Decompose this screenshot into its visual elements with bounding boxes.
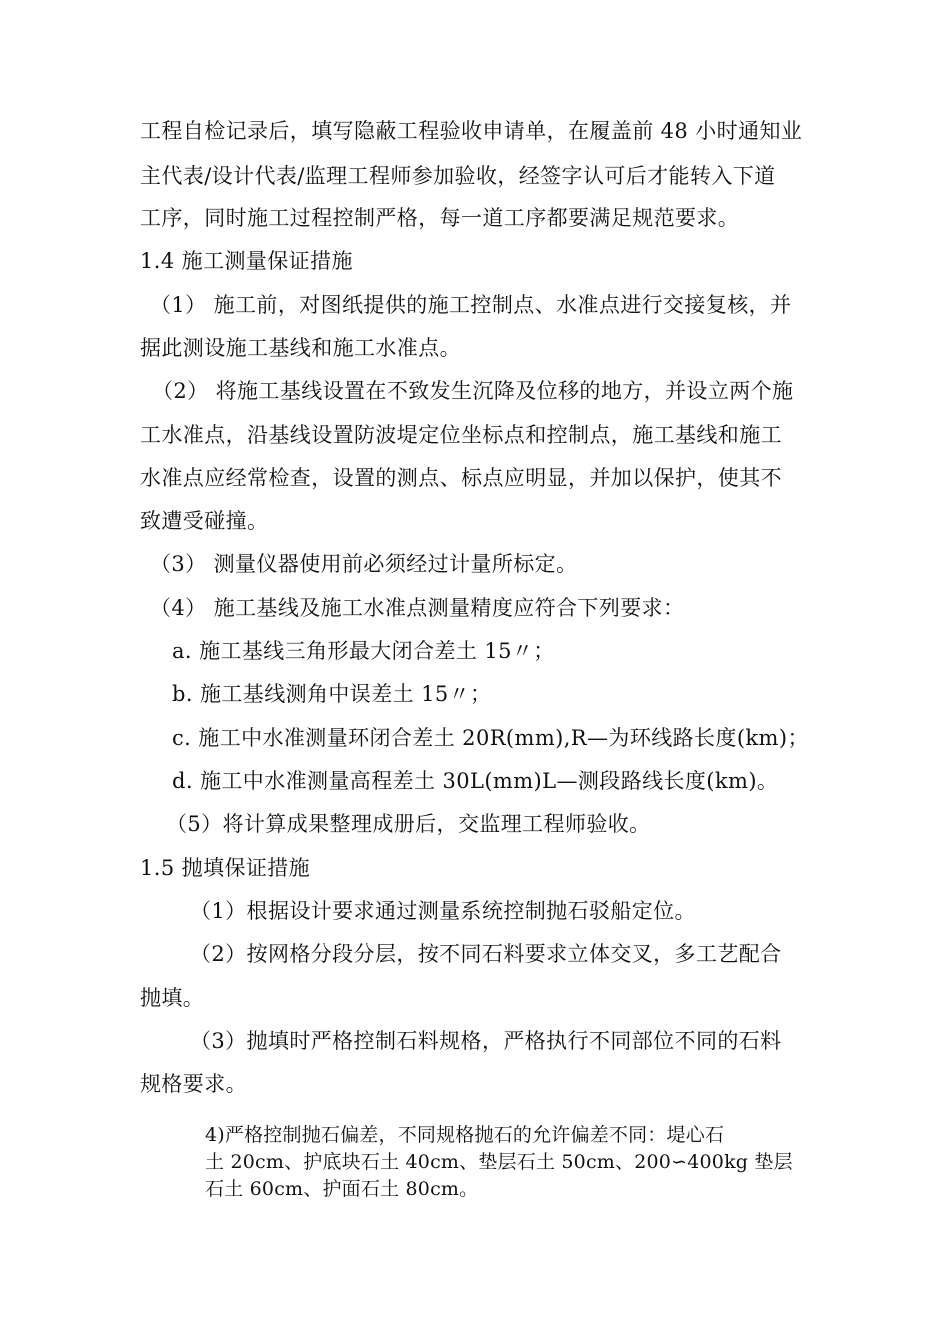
list-item-continuation: 规格要求。 [140,1072,247,1096]
list-item-continuation: 水准点应经常检查，设置的测点、标点应明显，并加以保护，使其不 [140,466,782,490]
list-item: （5）将计算成果整理成册后，交监理工程师验收。 [166,812,651,836]
sub-list-item-a: a. 施工基线三角形最大闭合差土 15〃； [172,639,555,663]
list-item: （2） 将施工基线设置在不致发生沉降及位移的地方，并设立两个施 [152,379,794,403]
sub-list-item-b: b. 施工基线测角中误差土 15〃； [172,682,492,706]
list-item: （3） 测量仪器使用前必须经过计量所标定。 [150,552,578,576]
list-item: （1）根据设计要求通过测量系统控制抛石驳船定位。 [190,899,696,923]
section-heading-1-4: 1.4 施工测量保证措施 [140,249,353,273]
list-item-continuation: 抛填。 [140,986,205,1010]
list-item-continuation: 石土 60cm、护面石土 80cm。 [205,1178,479,1200]
paragraph-line: 工序，同时施工过程控制严格，每一道工序都要满足规范要求。 [140,206,740,230]
sub-list-item-d: d. 施工中水准测量高程差土 30L(mm)L—测段路线长度(km)。 [172,769,779,793]
list-item: （4） 施工基线及施工水准点测量精度应符合下列要求： [150,596,685,620]
list-item-continuation: 工水准点，沿基线设置防波堤定位坐标点和控制点，施工基线和施工 [140,423,782,447]
list-item-continuation: 土 20cm、护底块石土 40cm、垫层石土 50cm、200∽400kg 垫层 [205,1151,793,1173]
list-item: （1） 施工前，对图纸提供的施工控制点、水准点进行交接复核，并 [150,293,792,317]
list-item: （3）抛填时严格控制石料规格，严格执行不同部位不同的石料 [190,1029,782,1053]
list-item: （2）按网格分段分层，按不同石料要求立体交叉，多工艺配合 [190,942,782,966]
paragraph-line: 工程自检记录后，填写隐蔽工程验收申请单，在履盖前 48 小时通知业 [140,119,803,143]
list-item: 4)严格控制抛石偏差，不同规格抛石的允许偏差不同：堤心石 [205,1124,725,1146]
sub-list-item-c: c. 施工中水准测量环闭合差土 20R(mm),R—为环线路长度(km)； [172,726,809,750]
paragraph-line: 主代表/设计代表/监理工程师参加验收，经签字认可后才能转入下道 [140,164,776,188]
list-item-continuation: 致遭受碰撞。 [140,509,269,533]
list-item-continuation: 据此测设施工基线和施工水准点。 [140,336,461,360]
section-heading-1-5: 1.5 抛填保证措施 [140,856,311,880]
